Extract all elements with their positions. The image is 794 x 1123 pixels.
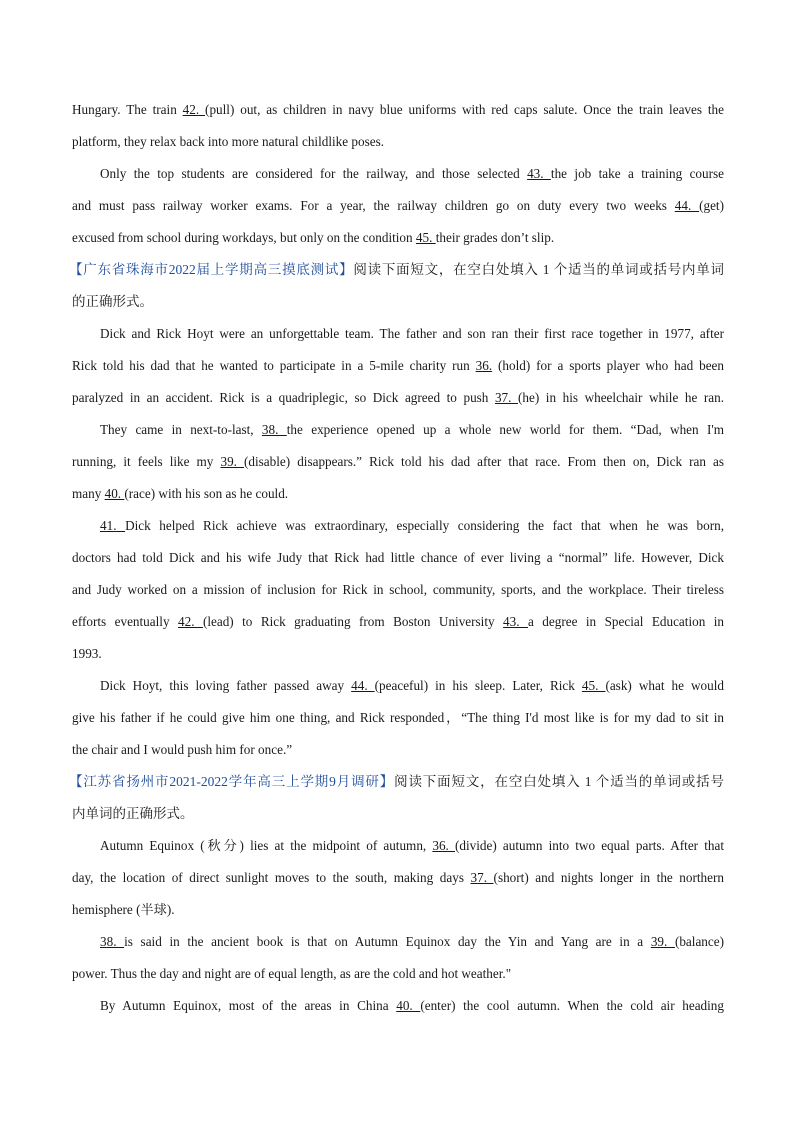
paragraph-line [72, 510, 724, 542]
paragraph-line [72, 958, 724, 990]
paragraph-line [72, 158, 724, 190]
text-run: a degree in Special Education in [527, 614, 724, 629]
text-run: (ask) what he would [605, 678, 724, 693]
answer-blank-40[interactable]: 40. [396, 998, 421, 1013]
text-run: platform, they relax back into more natural childlike poses. [72, 134, 385, 149]
paragraph-line [72, 670, 724, 702]
text-run: power. Thus the day and night are of equal length, as are the cold and hot weather." [72, 966, 512, 981]
text-run: Dick and Rick Hoyt were an unforgettable team. The father and son ran their first race together in 1977, after [100, 326, 724, 341]
answer-blank-37[interactable]: 37. [494, 390, 519, 405]
text-run: excused from school during workdays, but only on the condition [72, 230, 416, 245]
text-run: paralyzed in an accident. Rick is a quadriplegic, so Dick agreed to push [72, 390, 495, 405]
answer-blank-38[interactable]: 38. [100, 934, 125, 949]
text-run: their grades don’t slip. [435, 230, 555, 245]
text-run: give his father if he could give him one thing, and Rick responded，“The thing I'd most like is for my dad to sit in [72, 710, 724, 725]
text-run: (enter) the cool autumn. When the cold air heading [420, 998, 724, 1013]
section-header [69, 766, 724, 798]
answer-blank-37[interactable]: 37. [470, 870, 494, 885]
paragraph-line [72, 990, 724, 1022]
answer-blank-42[interactable]: 42. [178, 614, 203, 629]
text-run: Hungary. The train [72, 102, 183, 117]
paragraph-line [72, 574, 724, 606]
paragraph-line [72, 638, 724, 670]
text-run: By Autumn Equinox, most of the areas in China [100, 998, 397, 1013]
answer-blank-39[interactable]: 39. [220, 454, 245, 469]
answer-blank-44[interactable]: 44. [351, 678, 375, 693]
paragraph-line [72, 606, 724, 638]
answer-blank-41[interactable]: 41. [100, 518, 126, 533]
text-run: (pull) out, as children in navy blue uniforms with red caps salute. Once the train leaves the [205, 102, 724, 117]
paragraph-line [72, 350, 724, 382]
source-label: 【江苏省扬州市2021-2022学年高三上学期9月调研】 [69, 774, 395, 789]
paragraph-line [72, 318, 724, 350]
paragraph-line [72, 446, 724, 478]
text-run: and must pass railway worker exams. For a year, the railway children go on duty every two weeks [72, 198, 675, 213]
text-run: day, the location of direct sunlight moves to the south, making days [72, 870, 471, 885]
answer-blank-39[interactable]: 39. [650, 934, 675, 949]
answer-blank-36[interactable]: 36. [432, 838, 455, 853]
text-run: the experience opened up a whole new world for them. “Dad, when I'm [286, 422, 724, 437]
answer-blank-45[interactable]: 45. [415, 230, 436, 245]
paragraph-line [72, 126, 724, 158]
text-run: running, it feels like my [72, 454, 221, 469]
paragraph-line [72, 830, 724, 862]
answer-blank-45[interactable]: 45. [581, 678, 606, 693]
paragraph-line [72, 734, 724, 766]
text-run: efforts eventually [72, 614, 178, 629]
document-page [69, 94, 725, 1022]
instruction-text: 内单词的正确形式。 [72, 806, 194, 821]
text-run: Only the top students are considered for the railway, and those selected [100, 166, 528, 181]
answer-blank-38[interactable]: 38. [261, 422, 287, 437]
answer-blank-44[interactable]: 44. [674, 198, 700, 213]
text-run: Dick helped Rick achieve was extraordinary, especially considering the fact that when he was born, [125, 518, 725, 533]
text-run: the chair and I would push him for once.” [72, 742, 293, 757]
instruction-text: 的正确形式。 [72, 294, 153, 309]
paragraph-line [72, 926, 724, 958]
text-run: (short) and nights longer in the northern [493, 870, 724, 885]
text-run: (he) in his wheelchair while he ran. [518, 390, 725, 405]
text-run: They came in next-to-last, [100, 422, 262, 437]
text-run: 1993. [72, 646, 102, 661]
text-run: (divide) autumn into two equal parts. After that [455, 838, 724, 853]
text-run: Dick Hoyt, this loving father passed away [100, 678, 352, 693]
text-run: is said in the ancient book is that on Autumn Equinox day the Yin and Yang are in a [124, 934, 651, 949]
source-label: 【广东省珠海市2022届上学期高三摸底测试】 [69, 262, 354, 277]
text-run: (peaceful) in his sleep. Later, Rick [374, 678, 582, 693]
text-run: hemisphere (半球). [72, 902, 175, 917]
answer-blank-40[interactable]: 40. [104, 486, 125, 501]
paragraph-line [72, 94, 724, 126]
paragraph-line [72, 478, 724, 510]
paragraph-line [72, 222, 724, 254]
answer-blank-43[interactable]: 43. [527, 166, 551, 181]
text-run: (disable) disappears.” Rick told his dad after that race. From then on, Dick ran as [244, 454, 725, 469]
text-run: (balance) [674, 934, 724, 949]
section-header [69, 254, 724, 286]
text-run: Autumn Equinox (秋分) lies at the midpoint of autumn, [100, 838, 433, 853]
text-run: (lead) to Rick graduating from Boston University [202, 614, 504, 629]
text-run: (get) [699, 198, 724, 213]
text-run: and Judy worked on a mission of inclusion for Rick in school, community, sports, and the workplace. Their tireless [72, 582, 724, 597]
paragraph-line [72, 894, 724, 926]
answer-blank-36[interactable]: 36. [475, 358, 493, 373]
answer-blank-43[interactable]: 43. [503, 614, 528, 629]
text-run: many [72, 486, 105, 501]
text-run: (hold) for a sports player who had been [492, 358, 724, 373]
text-run: the job take a training course [550, 166, 724, 181]
instruction-text: 阅读下面短文，在空白处填入 1 个适当的单词或括号内单词 [353, 262, 725, 277]
text-run: doctors had told Dick and his wife Judy that Rick had little chance of ever living a “normal” life. However, Dick [72, 550, 724, 565]
paragraph-line [72, 382, 724, 414]
paragraph-line [72, 542, 724, 574]
paragraph-line [72, 862, 724, 894]
paragraph-line [72, 414, 724, 446]
text-run: Rick told his dad that he wanted to participate in a 5-mile charity run [72, 358, 476, 373]
text-run: (race) with his son as he could. [124, 486, 289, 501]
section-header-cont [72, 286, 724, 318]
instruction-text: 阅读下面短文，在空白处填入 1 个适当的单词或括号 [394, 774, 724, 789]
paragraph-line [72, 702, 724, 734]
section-header-cont [72, 798, 724, 830]
answer-blank-42[interactable]: 42. [182, 102, 206, 117]
paragraph-line [72, 190, 724, 222]
